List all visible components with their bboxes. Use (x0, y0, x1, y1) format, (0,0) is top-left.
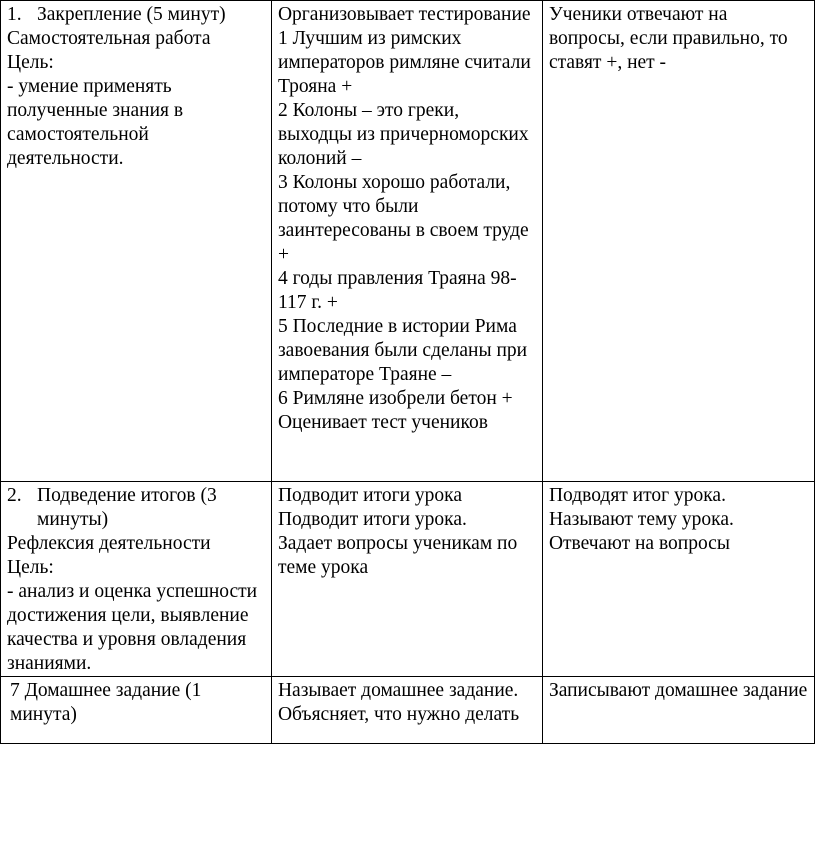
teacher-cell (271, 677, 542, 744)
test-question: 2 Колоны – это греки, выходцы из причерноморских колоний – (277, 100, 529, 169)
stage-heading (7, 3, 265, 27)
teacher-cell (271, 482, 542, 677)
stage-title: Закрепление (5 минут) (37, 4, 226, 25)
stage-number: 1. (7, 4, 22, 25)
stage-line: Рефлексия деятельности (7, 533, 211, 554)
stage-line: Цель: (7, 557, 54, 578)
stage-cell (1, 1, 272, 482)
students-line: Записывают домашнее задание (548, 680, 808, 701)
teacher-line: Задает вопросы ученикам по теме урока (277, 533, 518, 578)
stage-number: 2. (7, 485, 22, 506)
table-row (1, 677, 815, 744)
teacher-line: Подводит итоги урока (277, 485, 463, 506)
stage-line: - анализ и оценка успешности достижения цели, выявление качества и уровня овладения знаниями. (7, 581, 258, 674)
stage-cell (1, 482, 272, 677)
stage-title: 7 Домашнее задание (1 минута) (10, 680, 202, 725)
test-question: 1 Лучшим из римских императоров римляне считали Трояна + (277, 28, 531, 97)
students-cell (542, 482, 814, 677)
stage-cell (1, 677, 272, 744)
test-question: 6 Римляне изобрели бетон + (277, 388, 513, 409)
stage-line: Цель: (7, 52, 54, 73)
students-line: Называют тему урока. (548, 509, 734, 530)
students-cell (542, 677, 814, 744)
students-line: Отвечают на вопросы (548, 533, 730, 554)
teacher-line: Оценивает тест учеников (277, 412, 488, 433)
stage-line: - умение применять полученные знания в самостоятельной деятельности. (7, 76, 184, 169)
stage-line: Самостоятельная работа (7, 28, 211, 49)
stage-title: Подведение итогов (3 минуты) (37, 485, 217, 530)
stage-heading (7, 484, 265, 532)
test-question: 3 Колоны хорошо работали, потому что были заинтересованы в своем труде + (277, 172, 529, 265)
table-row (1, 482, 815, 677)
students-cell (542, 1, 814, 482)
students-line: Ученики отвечают на вопросы, если правильно, то ставят +, нет - (548, 4, 788, 73)
test-question: 4 годы правления Траяна 98-117 г. + (277, 268, 517, 313)
teacher-line: Называет домашнее задание. Объясняет, что нужно делать (277, 680, 520, 725)
students-line: Подводят итог урока. (548, 485, 726, 506)
teacher-line: Подводит итоги урока. (277, 509, 467, 530)
test-question: 5 Последние в истории Рима завоевания были сделаны при императоре Траяне – (277, 316, 528, 385)
table-row (1, 1, 815, 482)
teacher-line: Организовывает тестирование (277, 4, 531, 25)
teacher-cell (271, 1, 542, 482)
